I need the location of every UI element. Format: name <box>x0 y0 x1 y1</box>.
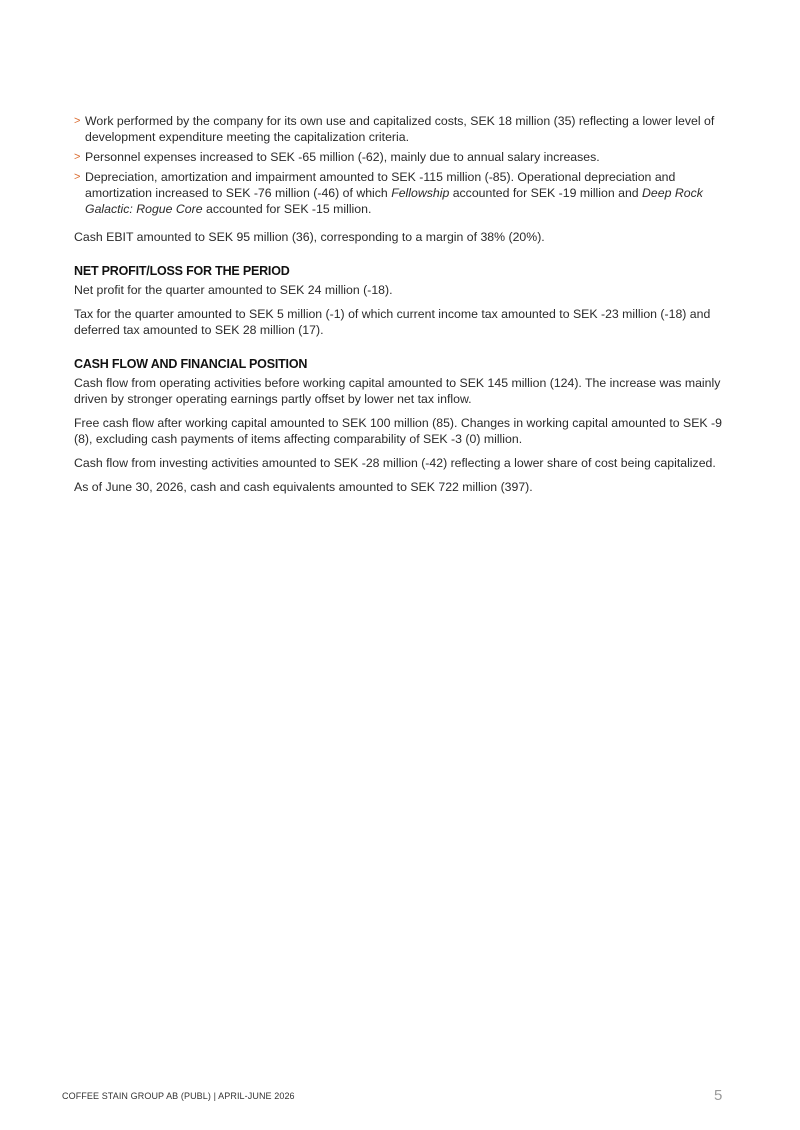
paragraph: As of June 30, 2026, cash and cash equivalents amounted to SEK 722 million (397). <box>74 480 533 494</box>
list-item <box>74 149 730 165</box>
cash-ebit-paragraph: Cash EBIT amounted to SEK 95 million (36), corresponding to a margin of 38% (20%). <box>74 230 545 244</box>
paragraph: Tax for the quarter amounted to SEK 5 million (-1) of which current income tax amounted to SEK -23 million (-18) and deferred tax amounted to SEK 28 million (17). <box>74 307 711 337</box>
bullet-text: Work performed by the company for its own use and capitalized costs, SEK 18 million (35) reflecting a lower level of development expenditure meeting the capitalization criteria. <box>85 114 715 144</box>
game-title-rogue-core: Deep Rock Galactic: Rogue Core <box>85 186 703 216</box>
page-number: 5 <box>714 1087 723 1104</box>
list-item <box>74 169 730 217</box>
chevron-right-icon: > <box>74 151 81 163</box>
paragraph: Cash flow from operating activities before working capital amounted to SEK 145 million (124). The increase was mainly driven by stronger operating earnings partly offset by lower net tax inflow. <box>74 376 721 406</box>
page-content <box>74 113 730 503</box>
list-item <box>74 113 730 145</box>
chevron-right-icon: > <box>74 115 81 127</box>
section-heading-net-profit: NET PROFIT/LOSS FOR THE PERIOD <box>74 264 290 278</box>
bullet-text: Depreciation, amortization and impairment amounted to SEK -115 million (-85). Operational depreciation and amortization increased to SEK -76 million (-46) of which <box>85 170 676 200</box>
paragraph: Free cash flow after working capital amounted to SEK 100 million (85). Changes in working capital amounted to SEK -9 (8), excluding cash payments of items affecting comparability of SEK -3 (0) million. <box>74 416 722 446</box>
game-title-fellowship: Fellowship <box>391 186 450 200</box>
paragraph: Net profit for the quarter amounted to SEK 24 million (-18). <box>74 283 393 297</box>
footer-company: COFFEE STAIN GROUP AB (PUBL) | APRIL-JUNE 2026 <box>62 1091 295 1101</box>
paragraph: Cash flow from investing activities amounted to SEK -28 million (-42) reflecting a lower share of cost being capitalized. <box>74 456 716 470</box>
chevron-right-icon: > <box>74 171 81 183</box>
section-heading-cash-flow: CASH FLOW AND FINANCIAL POSITION <box>74 357 308 371</box>
bullet-text: Personnel expenses increased to SEK -65 million (-62), mainly due to annual salary increases. <box>85 150 600 164</box>
bullet-text: accounted for SEK -19 million and <box>449 186 643 200</box>
bullet-text: accounted for SEK -15 million. <box>202 202 372 216</box>
bullet-list <box>74 113 730 217</box>
